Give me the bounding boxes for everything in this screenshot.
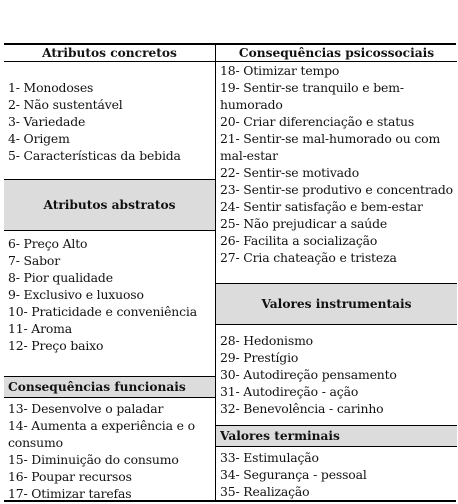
list-item: 26- Facilita a socialização (220, 233, 378, 248)
list-item: 22- Sentir-se motivado (220, 165, 360, 180)
list-item: 13- Desenvolve o paladar (8, 401, 164, 416)
list-item: 23- Sentir-se produtivo e concentrado (220, 182, 453, 197)
list-consequencias-funcionais (8, 400, 213, 502)
right-column (215, 45, 457, 500)
list-valores-instrumentais (220, 332, 455, 417)
list-item: 9- Exclusivo e luxuoso (8, 287, 144, 302)
list-item: 6- Preço Alto (8, 236, 88, 251)
header-atributos-concretos: Atributos concretos (4, 45, 215, 62)
list-item: 28- Hedonismo (220, 333, 313, 348)
list-item: 27- Cria chateação e tristeza (220, 250, 397, 265)
list-item: 16- Poupar recursos (8, 469, 132, 484)
list-item: 20- Criar diferenciação e status (220, 114, 415, 129)
list-item: 3- Variedade (8, 114, 86, 129)
list-item: 8- Pior qualidade (8, 270, 113, 285)
section-valores-terminais: Valores terminais (216, 425, 457, 447)
header-consequencias-psicossociais: Consequências psicossociais (216, 45, 457, 62)
list-item: 24- Sentir satisfação e bem-estar (220, 199, 423, 214)
list-atributos-abstratos (8, 235, 213, 354)
left-column (4, 45, 215, 500)
list-item: 1- Monodoses (8, 80, 94, 95)
means-end-attributes-table (4, 43, 456, 502)
list-item: 19- Sentir-se tranquilo e bem-humorado (220, 80, 404, 112)
list-item: 4- Origem (8, 131, 70, 146)
list-item: 30- Autodireção pensamento (220, 367, 397, 382)
section-valores-instrumentais: Valores instrumentais (216, 283, 457, 325)
list-item: 34- Segurança - pessoal (220, 467, 367, 482)
list-item: 10- Praticidade e conveniência (8, 304, 197, 319)
list-item: 5- Características da bebida (8, 148, 181, 163)
list-item: 11- Aroma (8, 321, 73, 336)
list-item: 31- Autodireção - ação (220, 384, 359, 399)
list-item: 15- Diminuição do consumo (8, 452, 179, 467)
list-valores-terminais (220, 449, 455, 500)
list-item: 18- Otimizar tempo (220, 63, 340, 78)
list-item: 33- Estimulação (220, 450, 319, 465)
list-item: 32- Benevolência - carinho (220, 401, 384, 416)
list-item: 2- Não sustentável (8, 97, 123, 112)
section-consequencias-funcionais: Consequências funcionais (4, 376, 215, 398)
list-item: 17- Otimizar tarefas (8, 486, 132, 501)
list-item: 35- Realização (220, 484, 310, 499)
list-item: 7- Sabor (8, 253, 60, 268)
list-consequencias-psicossociais (220, 62, 455, 266)
section-atributos-abstratos: Atributos abstratos (4, 179, 215, 231)
list-item: 14- Aumenta a experiência e o consumo (8, 418, 195, 450)
list-item: 12- Preço baixo (8, 338, 104, 353)
list-item: 29- Prestígio (220, 350, 299, 365)
list-item: 21- Sentir-se mal-humorado ou com mal-estar (220, 131, 441, 163)
list-atributos-concretos (8, 79, 213, 164)
list-item: 25- Não prejudicar a saúde (220, 216, 388, 231)
